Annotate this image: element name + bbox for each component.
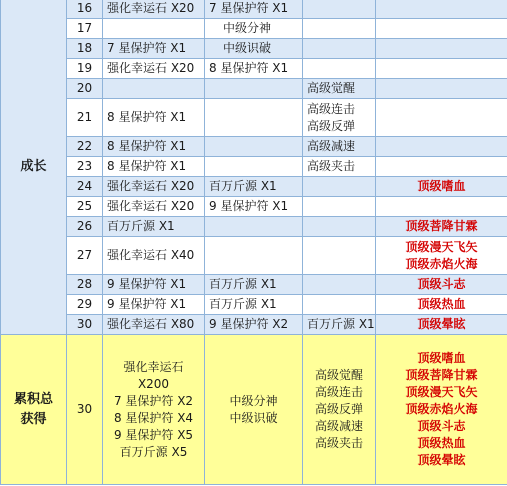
reward-item-cell: 强化幸运石 X40 xyxy=(103,237,205,275)
skill-cell xyxy=(303,217,376,237)
level-cell: 24 xyxy=(67,177,103,197)
reward-item-cell: 中级分神 xyxy=(205,19,303,39)
reward-item-cell xyxy=(205,137,303,157)
total-top-skills-cell-line: 顶级晕眩 xyxy=(417,453,466,467)
skill-cell: 高级觉醒 xyxy=(303,79,376,99)
table-row xyxy=(1,19,507,39)
level-cell: 21 xyxy=(67,99,103,137)
reward-item-cell: 百万斤源 X1 xyxy=(205,295,303,315)
skill-cell: 百万斤源 X1 xyxy=(303,315,376,335)
top-skill-cell xyxy=(376,295,507,315)
skill-cell xyxy=(303,197,376,217)
top-skill-cell xyxy=(376,39,507,59)
total-items-cell-line: 强化幸运石 xyxy=(123,359,184,374)
table-row xyxy=(1,237,507,275)
skill-cell: 高级夹击 xyxy=(303,157,376,177)
total-top-skills-cell-line: 顶级斗志 xyxy=(417,419,466,433)
reward-item-cell: 9 星保护符 X1 xyxy=(103,295,205,315)
reward-item-cell: 8 星保护符 X1 xyxy=(103,157,205,177)
total-items-cell-line: 8 星保护符 X4 xyxy=(113,410,194,425)
top-skill-name: 顶级菩降甘霖 xyxy=(405,219,478,233)
reward-item-cell: 8 星保护符 X1 xyxy=(103,99,205,137)
total-high-skills-cell-line: 高级反弹 xyxy=(314,402,363,416)
reward-item-cell xyxy=(103,79,205,99)
top-skill-cell xyxy=(376,0,507,19)
total-high-skills-cell xyxy=(303,335,376,485)
table-row xyxy=(1,137,507,157)
total-items-cell-line: 百万斤源 X5 xyxy=(119,444,188,459)
level-cell: 16 xyxy=(67,0,103,19)
total-top-skills-cell-line: 顶级菩降甘霖 xyxy=(405,368,478,382)
group-label-total: 累积总获得 xyxy=(1,335,67,485)
skill-cell xyxy=(303,177,376,197)
level-cell: 19 xyxy=(67,59,103,79)
total-items-cell-line: X200 xyxy=(137,376,170,391)
skill-cell xyxy=(303,59,376,79)
level-cell: 18 xyxy=(67,39,103,59)
top-skill-cell xyxy=(376,177,507,197)
table-row xyxy=(1,157,507,177)
total-mid-skills-cell-line: 中级分神 xyxy=(229,393,278,408)
total-top-skills-cell-line: 顶级漫天飞矢 xyxy=(405,385,478,399)
total-top-skills-cell-line: 顶级赤焰火海 xyxy=(405,402,478,416)
level-cell: 30 xyxy=(67,315,103,335)
level-cell: 26 xyxy=(67,217,103,237)
reward-item-cell: 9 星保护符 X1 xyxy=(205,197,303,217)
total-mid-skills-cell xyxy=(205,335,303,485)
top-skill-cell xyxy=(376,157,507,177)
reward-item-cell: 8 星保护符 X1 xyxy=(205,59,303,79)
reward-item-cell: 强化幸运石 X80 xyxy=(103,315,205,335)
group-label-growth: 成长 xyxy=(1,0,67,335)
skill-cell xyxy=(303,39,376,59)
reward-item-cell xyxy=(205,79,303,99)
table-row xyxy=(1,39,507,59)
top-skill-cell xyxy=(376,19,507,39)
top-skill-name: 顶级热血 xyxy=(417,297,466,311)
skill-cell xyxy=(303,99,376,137)
reward-item-cell: 8 星保护符 X1 xyxy=(103,137,205,157)
top-skill-cell xyxy=(376,197,507,217)
table-row xyxy=(1,177,507,197)
total-top-skills-cell xyxy=(376,335,507,485)
level-cell: 17 xyxy=(67,19,103,39)
top-skill-name: 顶级斗志 xyxy=(417,277,466,291)
top-skill-name: 顶级晕眩 xyxy=(417,317,466,331)
level-cell: 25 xyxy=(67,197,103,217)
reward-item-cell xyxy=(205,99,303,137)
table-row xyxy=(1,0,507,19)
table-row xyxy=(1,197,507,217)
top-skill-cell xyxy=(376,237,507,275)
top-skill-cell xyxy=(376,217,507,237)
total-row xyxy=(1,335,507,485)
total-high-skills-cell-line: 高级觉醒 xyxy=(314,368,363,382)
top-skill-cell xyxy=(376,59,507,79)
reward-item-cell: 强化幸运石 X20 xyxy=(103,0,205,19)
reward-table-body xyxy=(1,0,507,485)
table-row xyxy=(1,295,507,315)
table-row xyxy=(1,275,507,295)
top-skill-cell xyxy=(376,99,507,137)
total-high-skills-cell-line: 高级减速 xyxy=(314,419,363,433)
total-items-cell-line: 7 星保护符 X2 xyxy=(113,393,194,408)
table-row xyxy=(1,315,507,335)
skill-cell xyxy=(303,0,376,19)
reward-item-cell: 9 星保护符 X1 xyxy=(103,275,205,295)
top-skill-cell xyxy=(376,315,507,335)
table-row xyxy=(1,217,507,237)
total-high-skills-cell-line: 高级夹击 xyxy=(314,436,363,450)
total-high-skills-cell-line: 高级连击 xyxy=(314,385,363,399)
level-cell: 28 xyxy=(67,275,103,295)
skill-name: 高级连击 xyxy=(307,101,356,116)
level-cell: 20 xyxy=(67,79,103,99)
top-skill-cell xyxy=(376,137,507,157)
reward-item-cell: 百万斤源 X1 xyxy=(205,275,303,295)
skill-cell: 高级减速 xyxy=(303,137,376,157)
reward-item-cell: 强化幸运石 X20 xyxy=(103,177,205,197)
top-skill-name: 顶级赤焰火海 xyxy=(405,256,478,271)
level-cell: 23 xyxy=(67,157,103,177)
total-top-skills-cell-line: 顶级嗜血 xyxy=(417,351,466,365)
reward-item-cell: 强化幸运石 X20 xyxy=(103,197,205,217)
reward-item-cell: 百万斤源 X1 xyxy=(205,177,303,197)
skill-cell xyxy=(303,237,376,275)
total-top-skills-cell-line: 顶级热血 xyxy=(417,436,466,450)
reward-item-cell xyxy=(205,237,303,275)
level-cell: 22 xyxy=(67,137,103,157)
level-cell: 29 xyxy=(67,295,103,315)
reward-item-cell: 中级识破 xyxy=(205,39,303,59)
skill-cell xyxy=(303,275,376,295)
level-cell: 27 xyxy=(67,237,103,275)
table-row xyxy=(1,79,507,99)
reward-item-cell: 百万斤源 X1 xyxy=(103,217,205,237)
top-skill-cell xyxy=(376,275,507,295)
reward-item-cell: 7 星保护符 X1 xyxy=(103,39,205,59)
total-items-cell-line: 9 星保护符 X5 xyxy=(113,427,194,442)
top-skill-name: 顶级嗜血 xyxy=(417,179,466,193)
reward-item-cell xyxy=(205,217,303,237)
table-row xyxy=(1,59,507,79)
skill-name: 高级反弹 xyxy=(307,118,356,133)
reward-item-cell xyxy=(103,19,205,39)
reward-item-cell: 强化幸运石 X20 xyxy=(103,59,205,79)
level-cell: 30 xyxy=(67,335,103,485)
total-mid-skills-cell-line: 中级识破 xyxy=(229,410,278,425)
reward-item-cell xyxy=(205,157,303,177)
top-skill-cell xyxy=(376,79,507,99)
reward-item-cell: 7 星保护符 X1 xyxy=(205,0,303,19)
reward-item-cell: 9 星保护符 X2 xyxy=(205,315,303,335)
skill-cell xyxy=(303,19,376,39)
total-items-cell xyxy=(103,335,205,485)
table-row xyxy=(1,99,507,137)
skill-cell xyxy=(303,295,376,315)
top-skill-name: 顶级漫天飞矢 xyxy=(405,239,478,254)
